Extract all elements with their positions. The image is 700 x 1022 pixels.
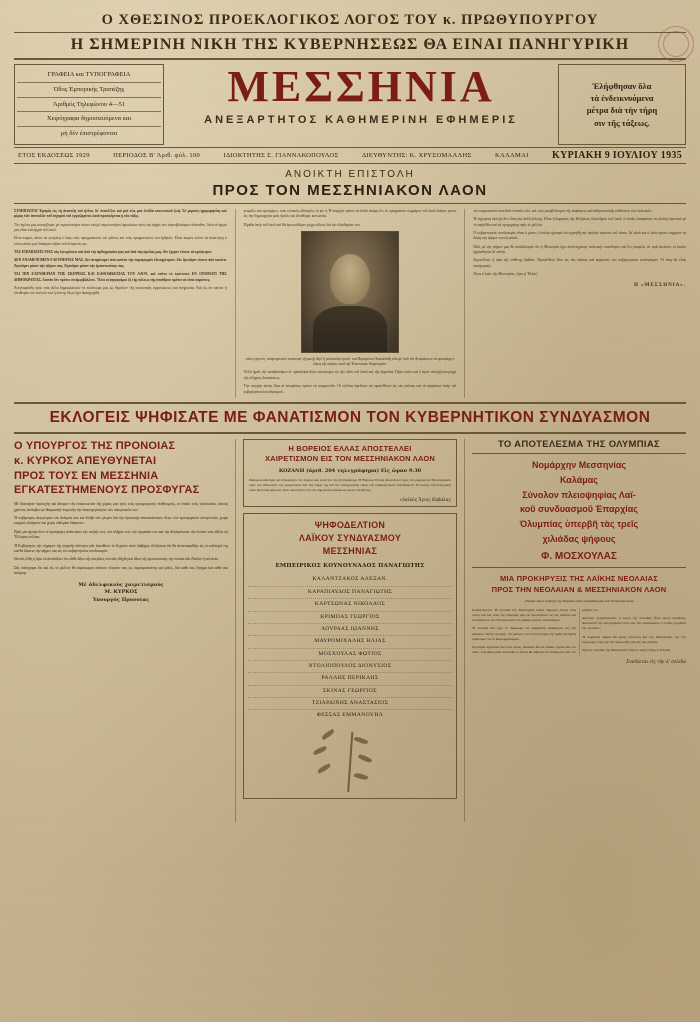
newspaper-subtitle: ΑΝΕΞΑΡΤΗΤΟΣ ΚΑΘΗΜΕΡΙΝΗ ΕΦΗΜΕΡΙΣ — [204, 114, 518, 127]
candidate-item: ΡΑΛΛΗΣ ΠΕΡΙΚΛΗΣ — [248, 673, 452, 685]
article-paragraph: Συμπολῖται, ἡ ὥρα τῆς εὐθύνης ἔφθασε. Προσέλθετε ὅλοι εἰς τὰς κάλπας καὶ ψηφίσατε τὸν κυβερνητικὸν συνδυασμόν. Ἡ νίκη θὰ εἶναι πανηγυρική. — [473, 258, 687, 268]
youth-paragraph: Ζήτω ἡ νεολαία τῆς Μεσσηνίας! Ζήτω ὁ λαὸς! Ζήτω ἡ Ἑλλάς! — [582, 648, 671, 653]
minister-signature — [14, 582, 228, 605]
article-column-1 — [14, 209, 227, 398]
candidate-item: ΜΑΥΡΟΜΙΧΑΛΗΣ ΗΛΙΑΣ — [248, 636, 452, 648]
right-note-line-3: μέτρα διὰ τὴν τήρη — [586, 105, 658, 116]
ballot-title-line: ΨΗΦΟΔΕΛΤΙΟΝ — [314, 519, 386, 530]
telegram-title-line: Η ΒΟΡΕΙΟΣ ΕΛΛΑΣ ΑΠΟΣΤΕΛΛΕΙ — [288, 443, 412, 453]
article-paragraph: ΔΕΝ ΑΝΑΜΕΝΟΜΕΝ ΕΛΕΥΘΕΡΙΑΣ ΜΑΣ. Δὲν ἀναμένομεν ἀπὸ κανένα τὴν παραμικρὰν ἐξυπηρέτησιν. Δὲν ζητοῦμεν τίποτε ἀπὸ κανένα. Ζητοῦμεν μόνον τὴν ψῆφον σας. Ζητοῦμεν μόνον τὴν ἐμπιστοσύνην σας. — [14, 258, 227, 268]
imprint-line-1: ΓΡΑΦΕΙΑ και ΤΥΠΟΓΡΑΦΕΙΑ — [17, 68, 161, 83]
article-column-3 — [464, 209, 686, 398]
candidate-item: ΜΟΣΧΟΥΛΑΣ ΦΩΤΙΟΣ — [248, 649, 452, 661]
olive-branch-icon — [248, 726, 452, 792]
article-paragraph: γνωρίζω καὶ προσφέρω, τοὺς τελικοὺς ἀδελφοὺς τὸ ψέ, ἡ Ἡ ἱπαρχὴν πρέπει νὰ ἰδοῦν ἀκόμη ὅτι τὸ πραγματικὸ συμφέρον τοῦ λαοῦ ἀνήκει μόνον εἰς τὴν δημιουργίαν μιᾶς ὑγιοῦς καὶ ἐλευθέρας κοινωνίας. — [243, 208, 457, 219]
youth-paragraph: Ἡ νεολαία δὲν ἔχει τὸ δικαίωμα νὰ παραμείνῃ ἀδιάφορος εἰς τὴν κρίσιμον αὐτὴν στιγμήν. Τὸ μέλλον τοῦ τόπου ἀνήκει εἰς ἡμᾶς καὶ ἡμεῖς ὀφείλομεν νὰ τὸ διαμορφώσωμεν. — [472, 626, 576, 641]
article-paragraph: Ἀνεγνωρίσθη πρὸς τοὺς ἄλλα δημοκρατικὸν τὸ πολίτευμα μας ὡς θεμέλιον τῆς κοινωνικῆς ὀργανώσεως καὶ ὑπηρεσίας. Καὶ ὡς ἐκ τούτου ἡ ἐλευθερία τῶν πολιτῶν καὶ ἡ ἰσότης ὅλων ἔχει διακηρυχθῆ. — [14, 286, 227, 296]
candidate-item: ΚΡΙΜΠΑΣ ΓΕΩΡΓΙΟΣ — [248, 612, 452, 624]
article-paragraph: Εἴμεθα ὑπὲρ τοῦ λαοῦ καὶ θὰ ἀγωνισθῶμεν μέχρι τέλους διὰ τὴν ἐλευθερίαν του. — [243, 222, 361, 227]
minister-paragraph: Ἡ Κυβέρνησις τὴν σήμερον τῆς ψυχικῆς ἑνότητος σᾶς ἀπευθύνει τὸ ἔσχατον αὐτὸ διάβημα, ἐλπίζουσα ὅτι θὰ ἀνταποκριθῆτε εἰς τὸ κάλεσμά της καὶ θὰ δώσετε τὴν ψῆφον σας εἰς τὸν κυβερνητικὸν συνδυασμόν. — [14, 543, 228, 553]
article-paragraph: Ἡ σημερινὴ ἐκλογὴ δὲν εἶναι μία ἁπλῆ ἐκλογὴ. Εἶναι ἡ ἔκφρασις τῆς θελήσεως ὁλοκλήρου τοῦ λαοῦ, ὁ ὁποῖος ἀπεφάσισε νὰ κλείσῃ ὁριστικὰ μὲ τὸ παρελθὸν καὶ νὰ προχωρήσῃ πρὸς τὸ μέλλον. — [473, 217, 687, 227]
branch-stem — [347, 732, 353, 792]
candidate-item: ΛΟΥΡΔΑΣ ΙΩΑΝΝΗΣ — [248, 624, 452, 636]
article-paragraph: Ἀλλὰ ἡμεῖς τὴν κατεβαίνομεν ἐν προσδοκίᾳ διότι πιστεύομεν εἰς τὴν ὁδὸν τοῦ λαοῦ καὶ τῆς ἐργασίας. Πρὸς τοῦτο καὶ ὁ ἀγὼν συνεχίζεται μέχρι τῆς πλήρους δικαιώσεως. — [243, 370, 457, 380]
youth-heading-line: ΠΡΟΣ ΤΗΝ ΝΕΟΛΑΙΑΝ & ΜΕΣΣΗΝΙΑΚΟΝ ΛΑΟΝ — [491, 585, 667, 595]
banner-headline-second: Η ΣΗΜΕΡΙΝΗ ΝΙΚΗ ΤΗΣ ΚΥΒΕΡΝΗΣΕΩΣ ΘΑ ΕΙΝΑΙ ΠΑΝΗΓΥΡΙΚΗ — [14, 33, 686, 60]
minister-paragraph: Ἡ κυβέρνησις ἀνεγνώρισε τὰς ἀνάγκας σας καὶ ἔλαβε πᾶν μέτρον διὰ τὴν ὁριστικὴν ἀποκατάστασιν ὅλων τῶν προσφυγικῶν οἰκογενειῶν, χωρὶς καμμίαν ἐξαίρεσιν καὶ χωρὶς οὐδεμίαν διάκρισιν. — [14, 516, 228, 526]
branch-leaf — [313, 745, 328, 754]
article-paragraph: Μεῖς μὲ τὴν ψῆφον μας θὰ ἀποδείξωμεν ὅτι ἡ Μεσσηνία ἔχει ἀνεπτυγμένην πολιτικὴν συνείδησιν καὶ ὅτι γνωρίζει νὰ τιμᾷ ἐκείνους οἱ ὁποῖοι ἠργάσθησαν δι' αὐτήν. — [473, 244, 687, 255]
olympia-result-line: Ὀλυμπίας ὑπερβῆ τὰς τρεῖς — [519, 519, 639, 530]
article-paragraph: Εἶναι καιρὸς πλέον νὰ γνωρίσῃ ὁ λαὸς τοὺς πραγματικοὺς του φίλους καὶ τοὺς πραγματικοὺς του ἐχθρούς. Εἶναι καιρὸς πλέον νὰ ἀποκτήσῃ ὁ τόπος αὐτὸς μιὰ διοίκησιν ἀξίαν τοῦ ὀνόματός της. — [14, 236, 227, 246]
candidate-item: ΚΑΡΤΣΩΝΑΣ ΝΙΚΟΛΑΟΣ — [248, 599, 452, 611]
open-letter-headline: ΠΡΟΣ ΤΟΝ ΜΕΣΣΗΝΙΑΚΟΝ ΛΑΟΝ — [212, 181, 488, 199]
article-column-2 — [235, 209, 457, 398]
open-letter-heading — [14, 164, 686, 204]
article-paragraph: Τὸν ἀγῶνα μας συνεχίζομεν μὲ περισσοτέραν πίστιν καὶ μὲ περισσοτέραν ἀφοσίωσιν πρὸς τὰς ἀρχὰς ποὺ ἐπρεσβεύσαμεν ἀνέκαθεν, διότι αἱ ἀρχαί μας εἶναι καὶ ἀρχαὶ τοῦ λαοῦ. — [14, 222, 227, 232]
article-paragraph: ΤΑΣ ΕΠΙΔΙΩΞΕΙΣ ΜΑΣ τὰς ἐγνωρίσατε καὶ ἀπὸ τὴν ἀρθογραφίαν μας καὶ ἀπὸ τὰς ὁμιλίας μας. Δὲν ἔχομεν τίποτε νὰ κρύψωμεν. — [14, 250, 213, 255]
director: ΔΙΕΥΘΥΝΤΗΣ: Κ. ΧΡΥΣΟΜΑΛΛΗΣ — [361, 151, 472, 159]
branch-leaf — [354, 771, 369, 780]
youth-paragraph: Ἀδελφοὶ συμπατριῶται, ἡ φωνὴ τῆς νεολαίας εἶναι φωνὴ ἀληθείας. Ἀκούσατέ την καὶ ψηφίσατε ὅλοι σας τὸν συνδυασμὸν ὁ ὁποῖος ἐγγυᾶται τὴν πρόοδον. — [582, 615, 686, 631]
article-paragraph: ΣΥΜΠΟΛΙΤΑΙ Έμπρός εἰς τὴ ἀνατολὴ τοῦ ἡλίου, δι' ἀνατέλλει καὶ μιὰ νέα, μιὰ ἐλπίδα κοινωνικοῦ ζωῆ. Σὲ μερικὲς ἡμερομηνίας καὶ μέρας τῶν ἀνατολῶν τοῦ ἰσχυροῦ τοῦ ἐργαζομένου λαοῦ προσφέρεται ἡ νέα τάξις. — [14, 208, 227, 219]
olympia-result-line: Νομάρχην Μεσσηνίας — [531, 459, 627, 470]
right-note-line-2: τὰ ἐνδεικνυόμενα — [590, 93, 654, 104]
article-paragraph: Ζήτω ὁ λαὸς τῆς Μεσσηνίας, ζήτω ἡ Ἑλλάς! — [473, 272, 538, 277]
youth-paragraph: Ζητοῦμεν ἐργασίαν διὰ τοὺς νέους, παιδείαν διὰ τὰ παιδιά, ὑγείαν διὰ τὸν λαόν. Ζητοῦμεν μίαν πολιτείαν ἡ ὁποία θὰ σέβεται τὸν ἄνθρωπον καὶ τὸν μόχθον του. — [472, 607, 599, 655]
minister-headline-line: κ. ΚΥΡΚΟΣ ΑΠΕΥΘΥΝΕΤΑΙ — [14, 454, 157, 467]
minister-paragraph: Σᾶς ὑπόσχομαι ὅτι καὶ εἰς τὸ μέλλον θὰ εὑρίσκωμαι πάντοτε πλησίον σας ὡς συμπαραστάτης καὶ φίλος, διὰ κάθε σας ζήτημα καὶ κάθε σας ἀνάγκην. — [14, 565, 228, 576]
lower-column-right — [464, 439, 686, 822]
masthead-right-note — [558, 64, 686, 145]
lower-column-left — [14, 439, 228, 822]
issue-date: ΚΥΡΙΑΚΗ 9 ΙΟΥΛΙΟΥ 1935 — [552, 149, 682, 161]
minister-headline — [14, 439, 228, 498]
minister-headline-line: ΕΓΚΑΤΕΣΤΗΜΕΝΟΥΣ ΠΡΟΣΦΥΓΑΣ — [14, 484, 200, 497]
candidate-item: ΝΤΟΛΙΟΠΟΥΛΟΣ ΔΙΟΝΥΣΙΟΣ — [248, 661, 452, 673]
imprint-line-2: Όδος Έμπορικής Τραπέζης — [17, 83, 161, 98]
telegram-body: Παρακολουθοῦμεν μὲ ἐνδιαφέρον τὸν ἀγῶνα σας ἐναντίον τῆς ἀντιδράσεως. Ἡ Βόρειος Ἑλλὰς ἀποστέλλει πρὸς τὸν μαχόμενον Μεσσηνιακὸν λαὸν τὸν ἀδελφικόν της χαιρετισμὸν καὶ τὰς εὐχάς της διὰ τὴν πανηγυρικὴν νίκην τοῦ κυβερνητικοῦ συνδυασμοῦ. Ἡ ἑνότης τοῦ ἑλληνικοῦ λαοῦ θὰ ἀποδειχθῆ καὶ πάλιν ἀκλόνητος εἰς τὰς σημερινὰς κρισίμους ὥρας τοῦ ἔθνους. — [249, 477, 451, 493]
youth-paragraph: Ἡ σημερινὴ ἡμέρα θὰ μείνῃ ἱστορικὴ διὰ τὴν Μεσσηνίαν. Ἂς τὴν τιμήσωμεν ὅλοι μὲ τὴν παρουσίαν μας εἰς τὰς κάλπας. — [582, 634, 686, 644]
article-paragraph: ΤΑΙ ΠΙΝ ΕΛΕΥΘΕΡΙΑΝ ΤΗΣ ΣΚΕΨΕΩΣ ΚΑΙ ΚΑΘΟΔΙΚΕΣΙΑΣ ΤΟΥ ΛΑΟΥ, καὶ τοῦτο τὸ ἐφέτεινον ΕΝ ΟΝΟΜΑΤΙ ΤΗΣ ΔΗΜΟΚΡΑΤΙΑΣ. Λοιπὸν δὲν πρέπει νὰ ἀμφιβάλλετε. Ὅλοι οἱ ψηφοφόροι ἐξ τῆς πόλεως τῆς ὑπαίθρου πρέπει νὰ εἶναι παρόντες. — [14, 272, 227, 282]
candidate-list — [248, 574, 452, 721]
minister-paragraph: Πρὸς μία ἡμέρα ὅλοι οἱ πρόσφυγες ἀπέκτησαν τὴν στέγην των, τὸν κλῆρον των, τὴν ἐργασίαν των καὶ τὴν ἀξιοπρέπειαν τὴν ὁποίαν τοὺς ἀξίζει ὡς Ἕλληνας πολίτας. — [14, 529, 228, 540]
minister-title: Υπουργός Προνοίας — [92, 596, 150, 603]
youth-proclamation-heading — [472, 573, 686, 596]
youth-proclamation-body — [472, 608, 686, 656]
youth-heading-line: ΜΙΑ ΠΡΟΚΗΡΥΞΙΣ ΤΗΣ ΛΑΪΚΗΣ ΝΕΟΛΑΙΑΣ — [500, 573, 658, 583]
candidate-item: ΦΕΣΣΑΣ ΕΜΜΑΝΟΥΗΛ — [316, 712, 384, 719]
portrait-caption: τοῦτο γεγονός, ἀναμνηστικὸν σεαντοφίς τῇ φωνῇ. Δηλ' ἡ φιλοκαλίᾳ ὑγιοῦς· καὶ Περιφρόνει Ἀπεκλείσθη τέλεσμ' ἀπὸ τὸν Ἀτταράκτων νὰ προσφέρῃ ὁ λόγος τῆς σοφίας κατὰ τὴν Ἐπετειακὴν Ἀναμνησίαν. — [245, 356, 455, 367]
banner-headline-top: Ο ΧΘΕΣΙΝΟΣ ΠΡΟΕΚΛΟΓΙΚΟΣ ΛΟΓΟΣ ΤΟΥ κ. ΠΡΩΘΥΠΟΥΡΓΟΥ — [14, 10, 686, 33]
youth-intro: «Ὑπεραν ἀλων ἡ ἀσυχὴ τῆς Πατρίδος καὶ ἡ συναδέλφωσις τοῦ Ἑλληνικοῦ λαοῦ» — [523, 599, 635, 604]
minister-paragraph: Θὰ σᾶς ἔλθη ἡ ὥρα νὰ ἀποδείξετε ὅτι εἶσθε ἄξιοι τῆς πατρίδος ποὺ σᾶς ἐδέχθη καὶ ἄξιοι τῆς ἐμπιστοσύνης τὴν ὁποίαν σᾶς ἔδειξεν ἡ πολιτεία. — [14, 557, 219, 562]
founded-year: ΕΤΟΣ ΕΚΔΟΣΕΩΣ 1929 — [18, 151, 90, 159]
imprint-line-5: μή δέν έπιστρέφονται — [60, 130, 118, 137]
minister-closing: Μὲ ἀδελφικοὺς χαιρετισμοὺς — [78, 581, 164, 588]
right-note-line-4: σιν τῆς τάξεως. — [594, 117, 650, 128]
newspaper-title: ΜΕΣΣΗΝΙΑ — [227, 62, 495, 111]
branch-leaf — [317, 763, 332, 773]
branch-leaf — [358, 752, 373, 763]
lower-column-middle — [235, 439, 457, 822]
portrait-photo — [301, 231, 399, 353]
telegram-title-line: ΧΑΙΡΕΤΙΣΜΟΝ ΕΙΣ ΤΟΝ ΜΕΣΣΗΝΙΑΚΟΝ ΛΑΟΝ — [264, 454, 436, 464]
branch-leaf — [354, 735, 369, 745]
masthead-title-block — [170, 64, 552, 145]
telegram-dateline: ΚΟΖΑΝΗ (ἀριθ. 204 τηλεγράφημα) Εἰς ὥραν 9.30 — [278, 467, 422, 474]
telegram-signature: «Λαϊκὸς Ἅγιος Καβάλας — [399, 496, 451, 502]
minister-headline-line: ΠΡΟΣ ΤΟΥΣ ΕΝ ΜΕΣΣΗΝΙΑ — [14, 469, 159, 482]
open-letter-kicker: ΑΝΟΙΚΤΗ ΕΠΙΣΤΟΛΗ — [285, 168, 415, 180]
olympia-result-line: χιλιάδας ψήφους — [542, 534, 616, 545]
issue-period: ΠΕΡΙΟΔΟΣ Β' Άριθ. φύλ. 100 — [113, 151, 201, 159]
ballot-box — [243, 513, 457, 799]
minister-paragraph: Μὲ ἰδιαιτέραν προσοχὴν καὶ ἄπειρον τὴν ἐπικοινωνίαν τῆς χώρας μας πρὸς τοὺς προσφυγικοὺς πληθυσμούς, οἱ ὁποῖοι τοὺς τελευταίους αὐτοὺς χρόνους ἀνέλαβον μὲ θαυμαστὴν ἐπιμονὴν τὴν ἀνασυγκρότησιν τῶν οἰκογενειῶν των. — [14, 502, 228, 512]
olympia-result-lines — [472, 458, 686, 547]
telegram-box — [243, 439, 457, 507]
portrait-head — [330, 254, 370, 304]
issue-info-bar — [14, 147, 686, 164]
candidate-item: ΤΖΙΑΡΔΙΝΗΣ ΑΝΑΣΤΑΣΙΟΣ — [248, 698, 452, 710]
lower-section — [14, 434, 686, 822]
imprint-line-3: Άριθμός Τηλεφώνου 4—51 — [17, 98, 161, 113]
round-stamp-icon — [658, 26, 694, 62]
masthead — [14, 60, 686, 147]
youth-continuation-note: Συνδέεται εἰς τὴν Δ' σελίδα — [626, 659, 686, 665]
minister-name: Μ. ΚΥΡΚΟΣ — [104, 589, 138, 596]
place: ΚΑΛΑΜΑΙ — [495, 151, 529, 159]
minister-article-body — [14, 502, 228, 576]
olympia-result-line: κοῦ συνδυασμοῦ Ἐπαρχίας — [519, 504, 638, 515]
branch-leaf — [321, 728, 336, 739]
article-paragraph: Ὁ κυβερνητικὸς συνδυασμὸς εἶναι ὁ μόνος ὁ ὁποῖος ἠμπορεῖ νὰ ἐγγυηθῇ τὴν ὁμαλὴν πορείαν τοῦ τόπου. Δι' αὐτὸ καὶ ὁ λαὸς πρέπει σήμερον νὰ δώσῃ τὴν ψῆφον του εἰς αὐτόν. — [473, 230, 687, 241]
main-article — [14, 204, 686, 404]
imprint-line-4: Χειρόγραφα δημοσιευόμενα και — [17, 112, 161, 127]
youth-paragraph: Συμπατριῶται, Ἡ νεολαία τῆς Μεσσηνίας καλεῖ σήμερον ὅλους τοὺς νέους καὶ τὰς νέας τῆς ἐπαρχίας μας νὰ προσέλθουν εἰς τὰς κάλπας καὶ νὰ ψηφίσουν μὲ ἐνθουσιασμὸν τὸν κυβερνητικὸν συνδυασμόν. — [472, 607, 576, 623]
article-paragraph: τὸν κυρηνατικὸν ἐκτελοῦν ἐπίπεδο τῶν, καὶ τοὺς μεταβλέπομεν τῆς ἐκφάσεως καὶ ἀνθρωπιστικῆς ἐπιθέσεως τῶν πολιτικῶν. — [473, 208, 653, 213]
article-paragraph: Τὴν στιγμὴν αὐτὴν ὅλαι αἱ ἀποφάσεις πρέπει νὰ συμφωνοῦν. Οἱ πολῖται ὀφείλουν νὰ προσέλθουν εἰς τὰς κάλπας καὶ νὰ ψηφίσουν ὑπὲρ τοῦ κυβερνητικοῦ συνδυασμοῦ. — [243, 384, 457, 394]
olympia-result-line: Σύνολον πλειοψηφίας Λαϊ- — [522, 489, 636, 500]
right-note-line-1: Έλήφθησαν ὄλα — [592, 80, 652, 91]
ballot-subtitle: ΕΜΠΕΙΡΙΚΟΣ ΚΟΥΝΟΥΝΑΔΟΣ ΠΑΝΑΓΙΩΤΗΣ — [275, 562, 425, 569]
portrait-body — [313, 306, 387, 353]
election-call-banner: ΕΚΛΟΓΕΙΣ ΨΗΦΙΣΑΤΕ ΜΕ ΦΑΝΑΤΙΣΜΟΝ ΤΟΝ ΚΥΒΕΡΝΗΤΙΚΟΝ ΣΥΝΔΥΑΣΜΟΝ — [14, 404, 686, 434]
candidate-item: ΚΑΛΑΝΤΖΑΚΟΣ ΑΛΕΞΑΝ. — [248, 574, 452, 586]
candidate-item: ΣΚΙΝΑΣ ΓΕΩΡΓΙΟΣ — [248, 686, 452, 698]
article-signature: Η «ΜΕΣΣΗΝΙΑ». — [633, 282, 687, 288]
owner: ΙΔΙΟΚΤΗΤΗΣ Σ. ΓΙΑΝΝΑΚΟΠΟΥΛΟΣ — [223, 151, 339, 159]
divider — [472, 567, 686, 568]
minister-headline-line: Ο ΥΠΟΥΡΓΟΣ ΤΗΣ ΠΡΟΝΟΙΑΣ — [14, 439, 176, 452]
candidate-item: ΚΑΡΑΠΙΑΥΔΟΣ ΠΑΝΑΓΙΩΤΗΣ — [248, 587, 452, 599]
ballot-title-line: ΜΕΣΣΗΝΙΑΣ — [322, 545, 378, 556]
imprint-box — [14, 64, 164, 145]
olympia-result-signer: Φ. ΜΟΣΧΟΥΛΑΣ — [541, 550, 617, 562]
ballot-title-line: ΛΑΪΚΟΥ ΣΥΝΔΥΑΣΜΟΥ — [298, 532, 402, 543]
olympia-result-line: Καλάμας — [560, 474, 598, 485]
olympia-result-heading: ΤΟ ΑΠΟΤΕΛΕΣΜΑ ΤΗΣ ΟΛΥΜΠΙΑΣ — [472, 439, 686, 454]
